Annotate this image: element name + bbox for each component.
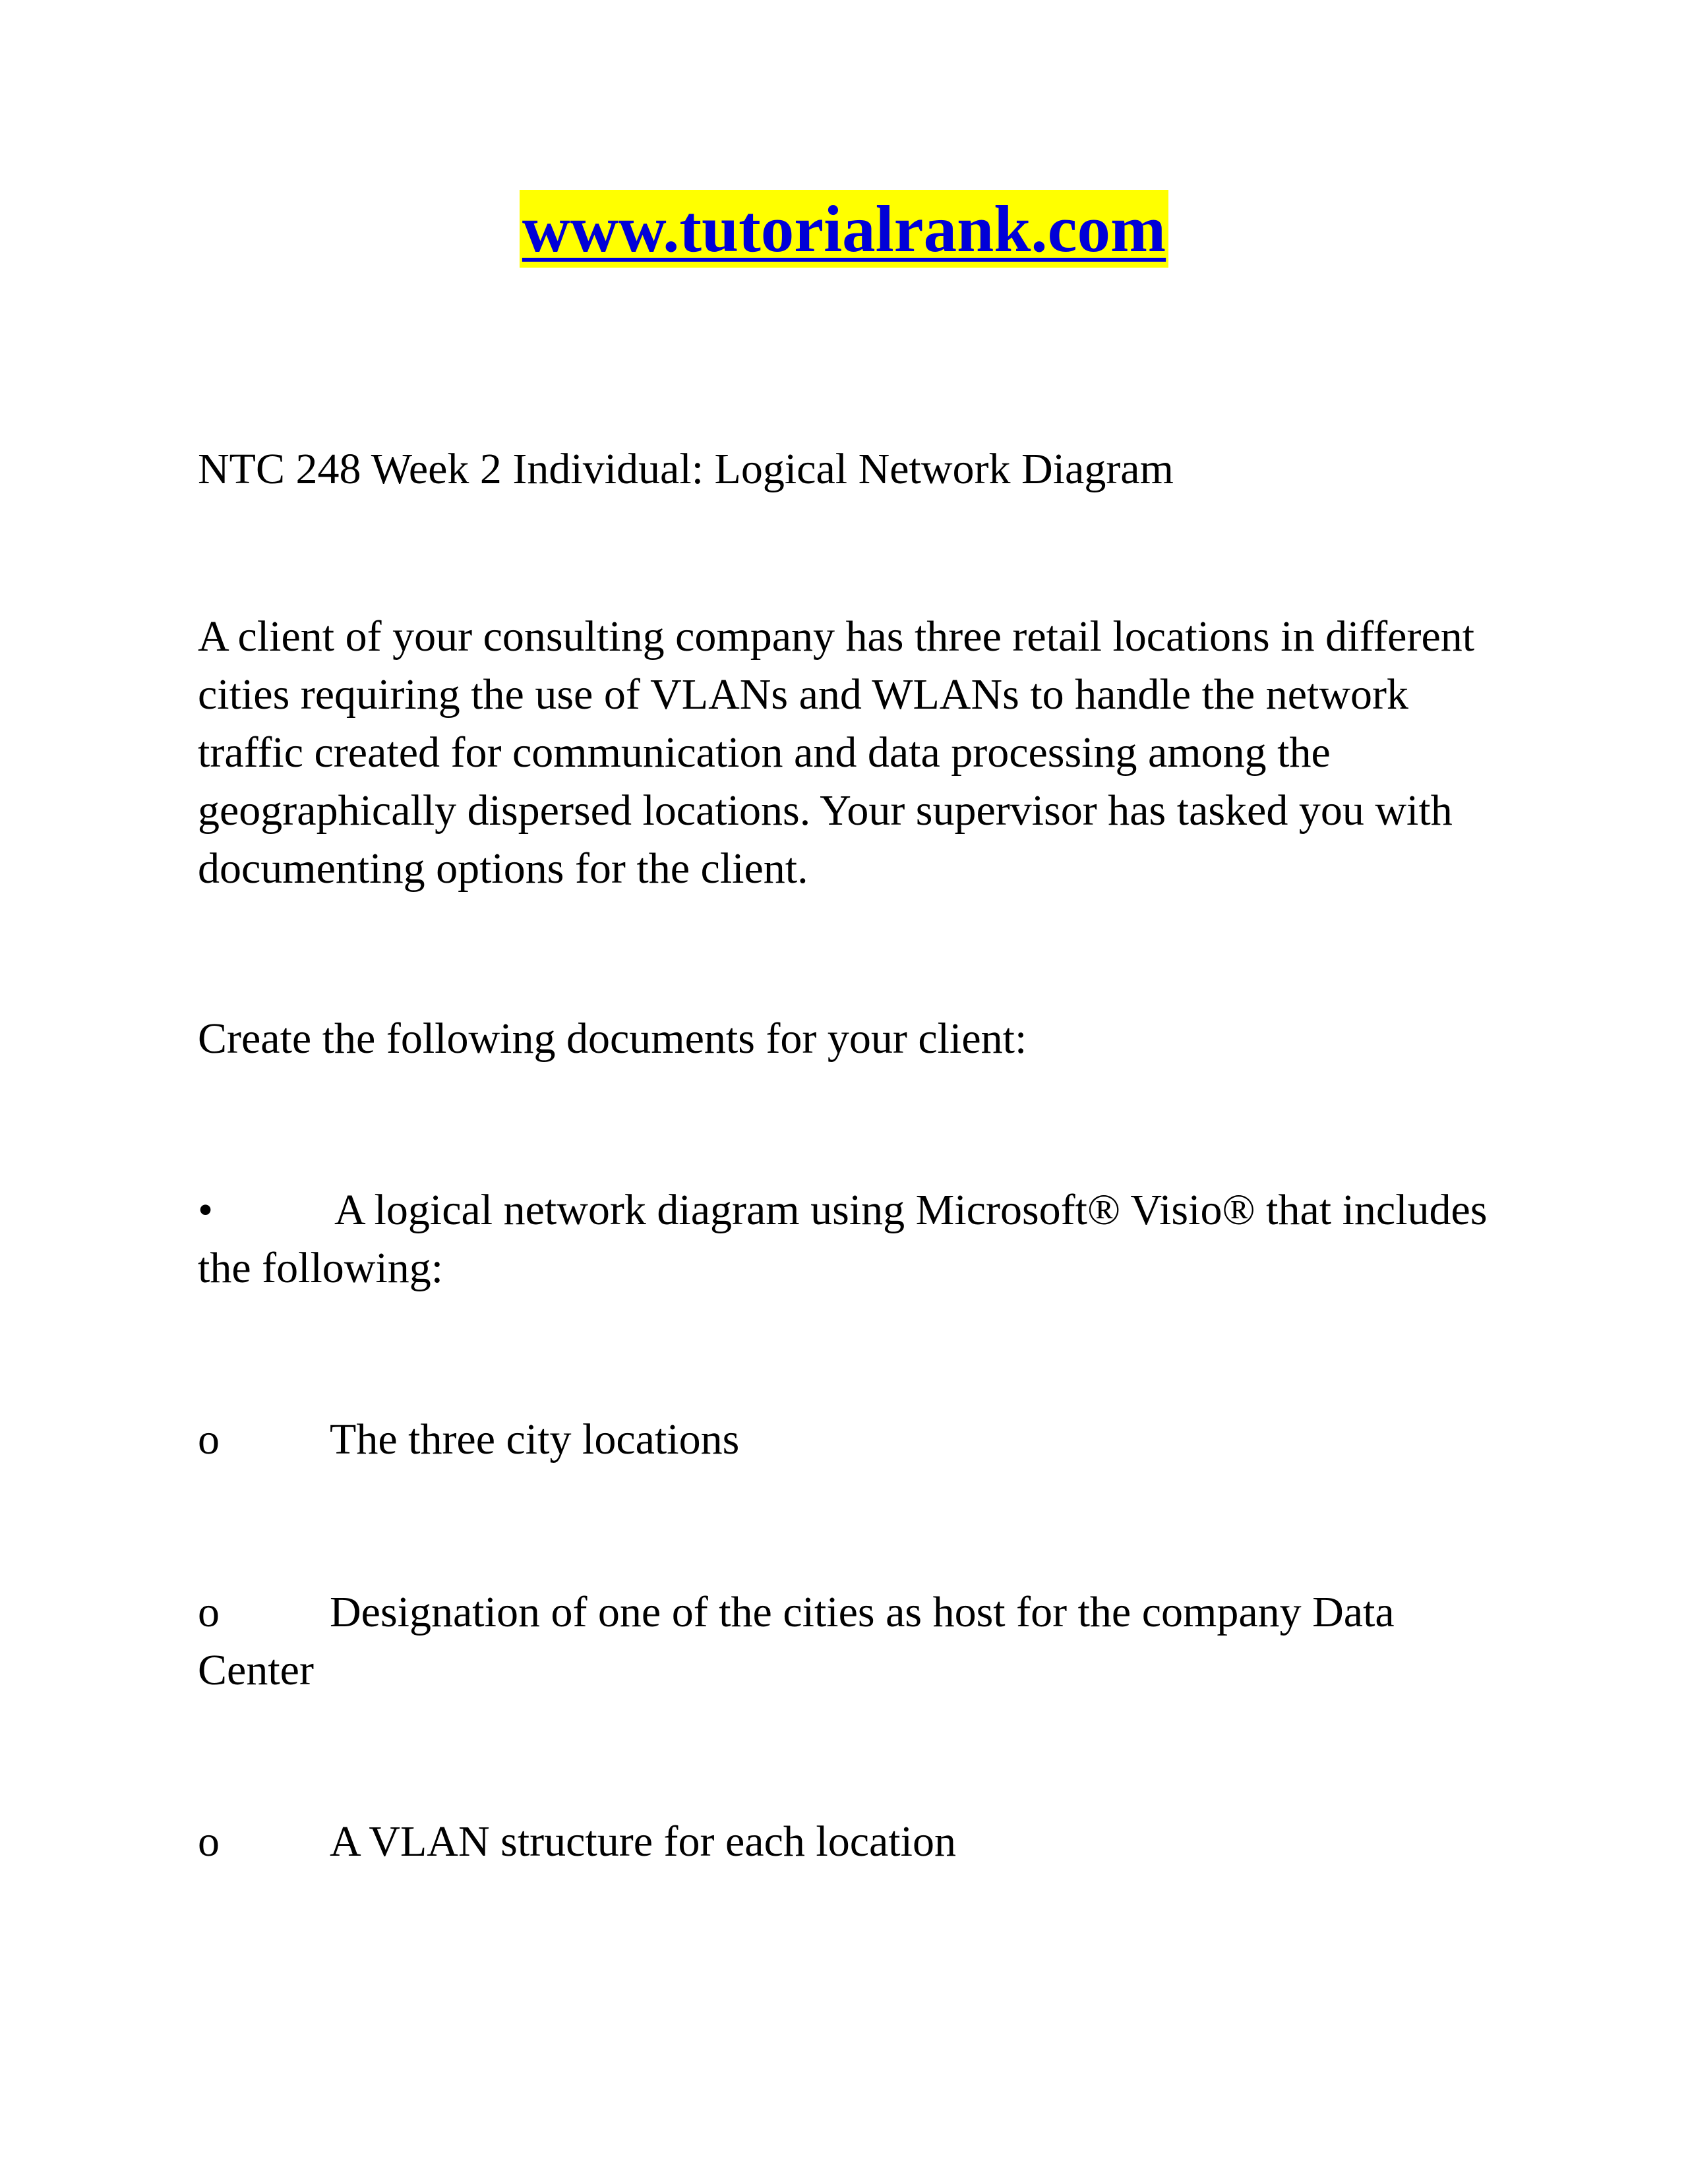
create-instruction: Create the following documents for your client: <box>198 1015 1027 1063</box>
list-item-text: Designation of one of the cities as host for the company Data Center <box>198 1588 1395 1694</box>
document-title: NTC 248 Week 2 Individual: Logical Network Diagram <box>198 445 1174 493</box>
sub-bullet-marker: o <box>198 1588 220 1636</box>
list-item <box>198 1411 1503 1469</box>
list-item <box>198 1583 1503 1699</box>
intro-paragraph: A client of your consulting company has three retail locations in different cities requiring the use of VLANs and WLANs to handle the network traffic created for communication and data processing among the geographically dispersed locations. Your supervisor has tasked you with documenting options for the client. <box>198 612 1475 893</box>
header <box>0 190 1688 268</box>
list-item-text: A logical network diagram using Microsoft® Visio® that includes the following: <box>198 1186 1488 1292</box>
list-item-text: The three city locations <box>330 1415 740 1463</box>
list-item-text: A VLAN structure for each location <box>330 1817 956 1866</box>
sub-bullet-marker: o <box>198 1817 220 1866</box>
list-item <box>198 1181 1503 1297</box>
website-link[interactable]: www.tutorialrank.com <box>520 190 1168 268</box>
sub-bullet-marker: o <box>198 1415 220 1463</box>
bullet-marker: • <box>198 1186 214 1234</box>
list-item <box>198 1813 1503 1871</box>
